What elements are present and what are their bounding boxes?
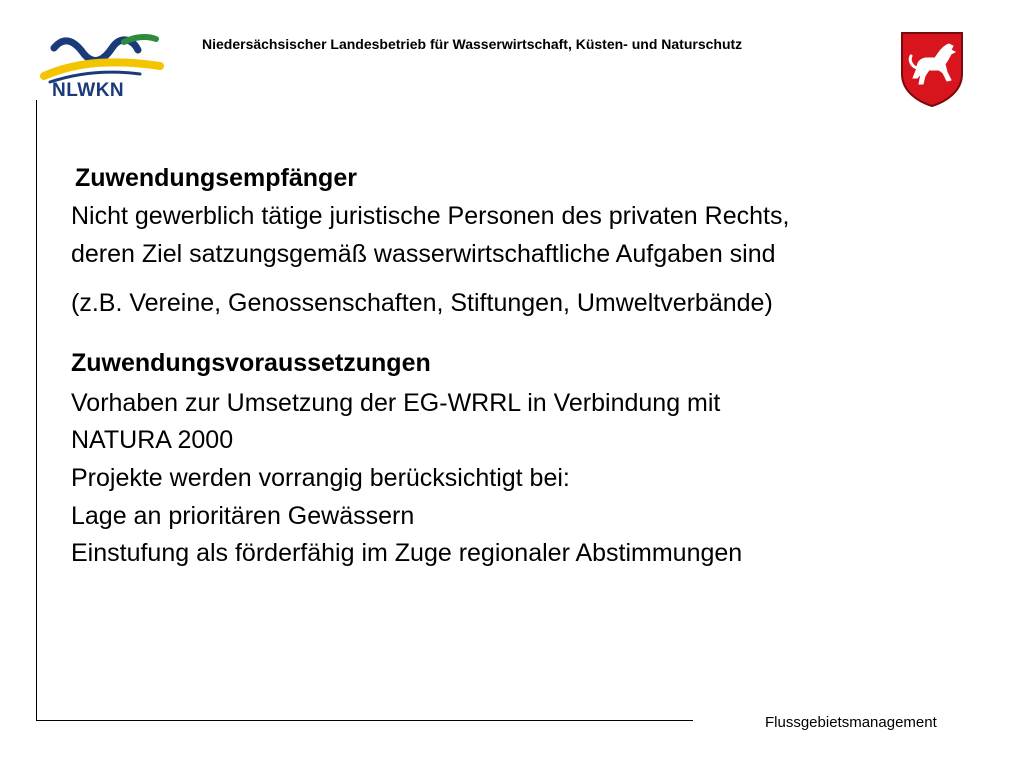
recipients-line-1: Nicht gewerblich tätige juristische Personen des privaten Rechts,	[71, 202, 790, 230]
requirements-line-4: Lage an prioritären Gewässern	[71, 502, 415, 530]
section-heading-recipients: Zuwendungsempfänger	[75, 164, 357, 192]
requirements-line-5: Einstufung als förderfähig im Zuge regionaler Abstimmungen	[71, 539, 743, 567]
recipients-line-3: (z.B. Vereine, Genossenschaften, Stiftungen, Umweltverbände)	[71, 289, 773, 317]
requirements-line-2: NATURA 2000	[71, 426, 234, 454]
bottom-horizontal-rule	[36, 720, 693, 721]
organization-name: Niedersächsischer Landesbetrieb für Wasserwirtschaft, Küsten- und Naturschutz	[202, 36, 743, 52]
logo-text: NLWKN	[52, 80, 125, 101]
recipients-line-2: deren Ziel satzungsgemäß wasserwirtschaftliche Aufgaben sind	[71, 240, 776, 268]
footer-label: Flussgebietsmanagement	[765, 714, 937, 731]
requirements-line-3: Projekte werden vorrangig berücksichtigt bei:	[71, 464, 570, 492]
lower-saxony-horse-crest-icon	[899, 30, 965, 108]
requirements-line-1: Vorhaben zur Umsetzung der EG-WRRL in Verbindung mit	[71, 389, 721, 417]
section-heading-requirements: Zuwendungsvoraussetzungen	[71, 349, 431, 377]
left-vertical-rule	[36, 100, 37, 720]
